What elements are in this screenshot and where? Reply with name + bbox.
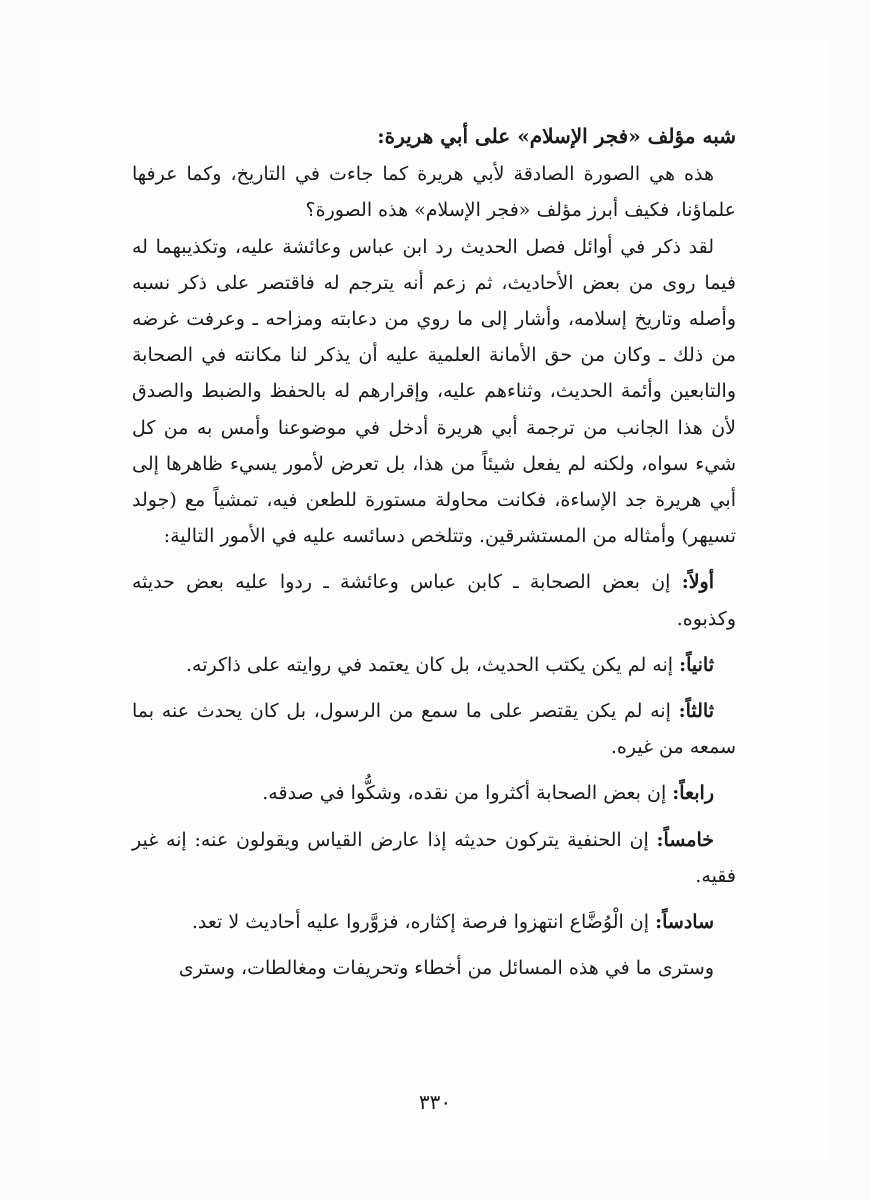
closing-paragraph: وسترى ما في هذه المسائل من أخطاء وتحريفات ومغالطات، وسترى [178,957,714,980]
list-item-fourth [132,775,736,811]
item-label: خامساً: [656,828,714,851]
list-item-sixth [132,904,736,940]
item-text: إنه لم يكن يكتب الحديث، بل كان يعتمد في روايته على ذاكرته. [186,653,674,676]
item-label: رابعاً: [672,782,714,805]
item-text: إنه لم يكن يقتصر على ما سمع من الرسول، بل كان يحدث عنه بما سمعه من غيره. [132,700,736,759]
page-number: ٣٣٠ [418,1090,452,1114]
list-item-first [132,564,736,636]
paragraph-intro: هذه هي الصورة الصادقة لأبي هريرة كما جاءت في التاريخ، وكما عرفها علماؤنا، فكيف أبرز مؤلف «فجر الإسلام» هذه الصورة؟ [132,163,736,222]
text-block [132,118,736,986]
item-text: إن الحنفية يتركون حديثه إذا عارض القياس ويقولون عنه: إنه غير فقيه. [132,828,736,887]
list-item-fifth [132,822,736,894]
item-label: أولاً: [681,571,715,594]
item-label: سادساً: [655,911,714,934]
section-heading: شبه مؤلف «فجر الإسلام» على أبي هريرة: [377,124,736,148]
list-item-second [132,647,736,683]
paragraph-main: لقد ذكر في أوائل فصل الحديث رد ابن عباس وعائشة عليه، وتكذيبهما له فيما روى من بعض الأحاديث، ثم زعم أنه يترجم له فاقتصر على ذكر نسبه وأصله وتاريخ إسلامه، وأشار إلى ما روي من دعابته ومزاحه ـ وعرفت غرضه من ذلك ـ وكان من حق الأمانة العلمية عليه أن يذكر لنا مكانته في الصحابة والتابعين وأئمة الحديث، وثناءهم عليه، وإقرارهم له بالحفظ والضبط والصدق لأن هذا الجانب من ترجمة أبي هريرة أدخل في موضوعنا وأمس به من كل شيء سواه، ولكنه لم يفعل شيئاً من هذا، بل تعرض لأمور يسيء ظاهرها إلى أبي هريرة جد الإساءة، فكانت محاولة مستورة للطعن فيه، تمشياً مع (جولد تسيهر) وأمثاله من المستشرقين. وتتلخص دسائسه عليه في الأمور التالية: [132,235,736,548]
item-text: إن الْوُضَّاع انتهزوا فرصة إكثاره، فزوَّروا عليه أحاديث لا تعد. [191,911,650,934]
item-text: إن بعض الصحابة أكثروا من نقده، وشكُّوا في صدقه. [262,782,667,805]
list-item-third [132,693,736,765]
item-label: ثانياً: [679,653,714,676]
item-label: ثالثاً: [678,700,714,723]
item-text: إن بعض الصحابة ـ كابن عباس وعائشة ـ ردوا عليه بعض حديثه وكذبوه. [132,571,736,630]
